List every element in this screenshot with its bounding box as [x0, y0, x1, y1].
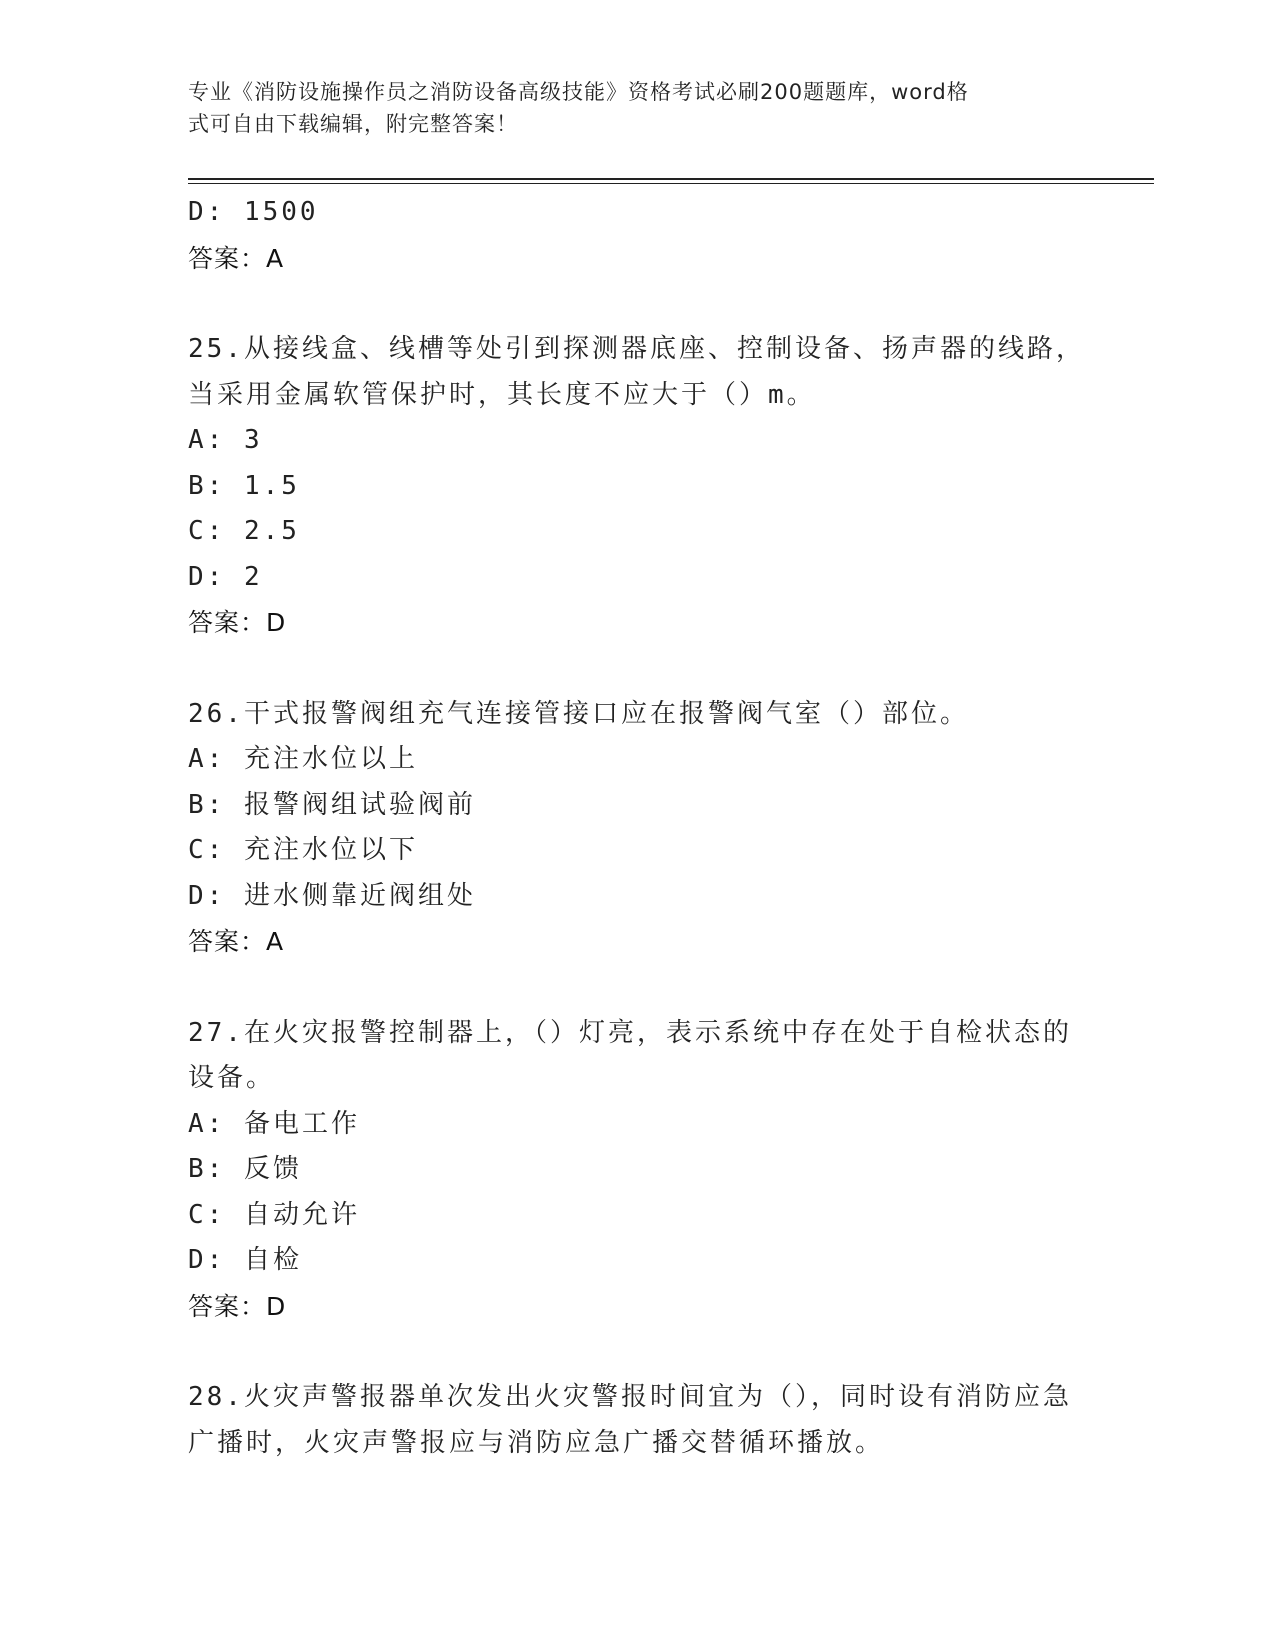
- option-a: A: 3: [188, 425, 263, 455]
- option-d: D: 2: [188, 561, 263, 592]
- prev-option-d: D: 1500: [188, 197, 319, 227]
- question-stem-line: 26.干式报警阀组充气连接管接口应在报警阀气室（）部位。: [188, 698, 969, 729]
- question-stem-line: 当采用金属软管保护时，其长度不应大于（）m。: [188, 379, 816, 410]
- option-b: B: 1.5: [188, 470, 300, 501]
- answer: 答案：A: [188, 927, 285, 956]
- option-d: D: 自检: [188, 1245, 302, 1275]
- spacer: [188, 646, 1088, 692]
- header-line-1: 专业《消防设施操作员之消防设备高级技能》资格考试必刷200题题库，word格: [188, 80, 969, 104]
- option-b: B: 报警阀组试验阀前: [188, 789, 476, 820]
- spacer: [188, 1329, 1088, 1375]
- question-28: [188, 1375, 1088, 1466]
- option-c: C: 自动允许: [188, 1199, 360, 1230]
- option-a: A: 充注水位以上: [188, 744, 418, 774]
- question-stem-line: 28.火灾声警报器单次发出火灾警报时间宜为（），同时设有消防应急: [188, 1382, 1072, 1412]
- header-rule-thick: [188, 178, 1154, 180]
- spacer: [188, 965, 1088, 1011]
- option-c: C: 2.5: [188, 516, 300, 546]
- question-26: [188, 692, 1088, 965]
- question-27: [188, 1011, 1088, 1330]
- document-header: [188, 76, 1068, 140]
- spacer: [188, 281, 1088, 327]
- question-25: [188, 327, 1088, 646]
- question-stem-line: 广播时，火灾声警报应与消防应急广播交替循环播放。: [188, 1427, 885, 1458]
- prev-answer: 答案：A: [188, 243, 285, 273]
- question-stem-line: 设备。: [188, 1063, 276, 1093]
- question-stem-line: 27.在火灾报警控制器上，（）灯亮，表示系统中存在处于自检状态的: [188, 1017, 1072, 1048]
- option-b: B: 反馈: [188, 1154, 302, 1184]
- option-a: A: 备电工作: [188, 1108, 360, 1139]
- document-content: [188, 190, 1088, 1466]
- option-c: C: 充注水位以下: [188, 835, 418, 865]
- answer: 答案：D: [188, 1291, 287, 1321]
- header-rule-thin: [188, 183, 1154, 184]
- option-d: D: 进水侧靠近阀组处: [188, 880, 476, 911]
- answer: 答案：D: [188, 608, 287, 637]
- header-line-2: 式可自由下载编辑，附完整答案！: [188, 112, 518, 136]
- question-stem-line: 25.从接线盒、线槽等处引到探测器底座、控制设备、扬声器的线路，: [188, 334, 1085, 364]
